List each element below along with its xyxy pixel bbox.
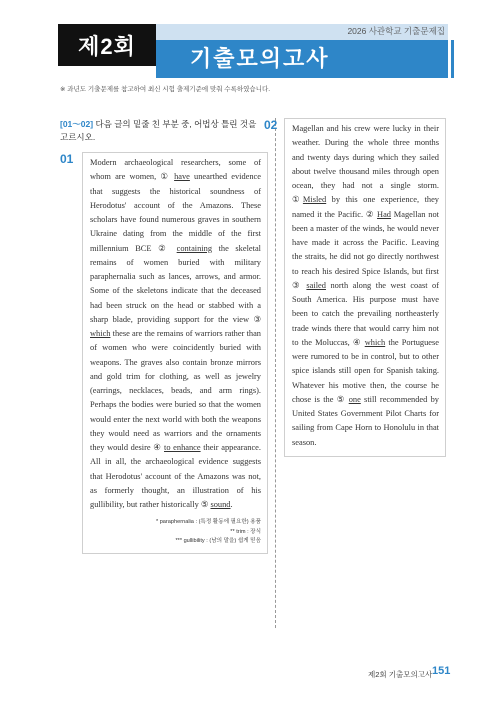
- page-number: 151: [432, 665, 451, 677]
- underlined-option-5: one: [348, 394, 361, 404]
- text-segment: Magellan not been a master of the winds, he would never have made it across the Pacific. Leaving the straits, he did not go directly northwest to reach his desired Spice Islands, but first ③: [292, 209, 439, 290]
- footnote: ** trim : 장식: [230, 528, 261, 535]
- series-label: 2026 사관학교 기출문제집: [347, 26, 445, 36]
- passage-02-text: [292, 122, 439, 450]
- text-segment: the Portuguese were rumored to be in control, but to other spice islands still open for Spanish taking. Whatever his motive then, the course he chose is the ⑤: [292, 337, 439, 404]
- text-segment: still recommended by United States Government Pilot Charts for sailing from Cape Horn to Honolulu in that season.: [292, 394, 439, 447]
- underlined-option-5: sound: [210, 500, 231, 509]
- passage-01-text: [90, 156, 261, 512]
- footer-label: 제2회 기출모의고사: [368, 670, 433, 679]
- text-segment: the skeletal remains of women buried with military paraphernalia such as lances, arrows, and armor. Some of the skeletons indicate that the deceased had been struck on the head or stabbed with a sharp blade, providing support for the view ③: [90, 243, 261, 324]
- underlined-option-1: have: [174, 172, 190, 182]
- text-segment: unearthed evidence that suggests the historical soundness of Herodotus' account of the Amazons. These scholars have found numerous graves in southern Ukraine dating from the middle of the first millennium BCE ②: [90, 172, 261, 253]
- question-instruction: [60, 118, 266, 144]
- underlined-option-3: which: [90, 329, 111, 338]
- underlined-option-1: Misled: [302, 195, 327, 205]
- title-bar-edge: [451, 40, 454, 78]
- text-segment: by this one experience, they named it the Pacific. ②: [292, 195, 439, 219]
- question-range: [01～02]: [60, 119, 94, 129]
- text-segment: .: [230, 500, 233, 509]
- underlined-option-4: which: [364, 337, 386, 347]
- footnotes: [90, 518, 261, 547]
- text-segment: these are the remains of warriors rather than of women who were coincidently buried with weapons. The graves also contain bronze mirrors and gold trim for clothing, as well as jewelry (earrings, necklaces, beads, and arm rings). Perhaps the bodies were buried so that the women would enter the next world with both the weapons they would need as warriors and the ornaments they would desire ④: [90, 329, 261, 452]
- text-segment: Modern archaeological researchers, some of whom are women, ①: [90, 158, 261, 182]
- question-number-01: 01: [60, 152, 74, 166]
- text-segment: Magellan and his crew were lucky in their weather. During the whole three months and twenty days during which they sailed about twelve thousand miles through open ocean, they had not a single storm. ①: [292, 124, 439, 205]
- chapter-label: 제2회: [58, 24, 156, 66]
- underlined-option-4: to enhance: [164, 443, 201, 452]
- passage-02: [284, 118, 446, 457]
- underlined-option-2: Had: [377, 209, 391, 219]
- instruction-text: 다음 글의 밑줄 친 부분 중, 어법상 틀린 것을 고르시오.: [60, 119, 257, 142]
- underlined-option-3: sailed: [306, 280, 326, 290]
- question-number-02: 02: [264, 118, 278, 132]
- source-note: ※ 과년도 기출문제를 참고하여 최신 시험 출제기준에 맞춰 수록하였습니다.: [60, 86, 271, 93]
- column-divider: [275, 118, 276, 628]
- footnote: * paraphernalia : (특정 활동에 필요한) 용품: [155, 519, 261, 526]
- passage-01: [82, 152, 268, 554]
- text-segment: north along the west coast of South America. His purpose must have been to catch the prevailing northeasterly trade winds there that would carry him not to the Moluccas, ④: [292, 280, 439, 347]
- underlined-option-2: containing: [176, 243, 213, 253]
- text-segment: their appearance. All in all, the archaeological evidence suggests that Herodotus' account of the Amazons was not, as formerly thought, an illustration of his gullibility, but rather historically ⑤: [90, 443, 261, 509]
- page-title: 기출모의고사: [190, 46, 330, 71]
- footnote: *** gullibility : (남의 말을) 쉽게 믿음: [175, 538, 261, 545]
